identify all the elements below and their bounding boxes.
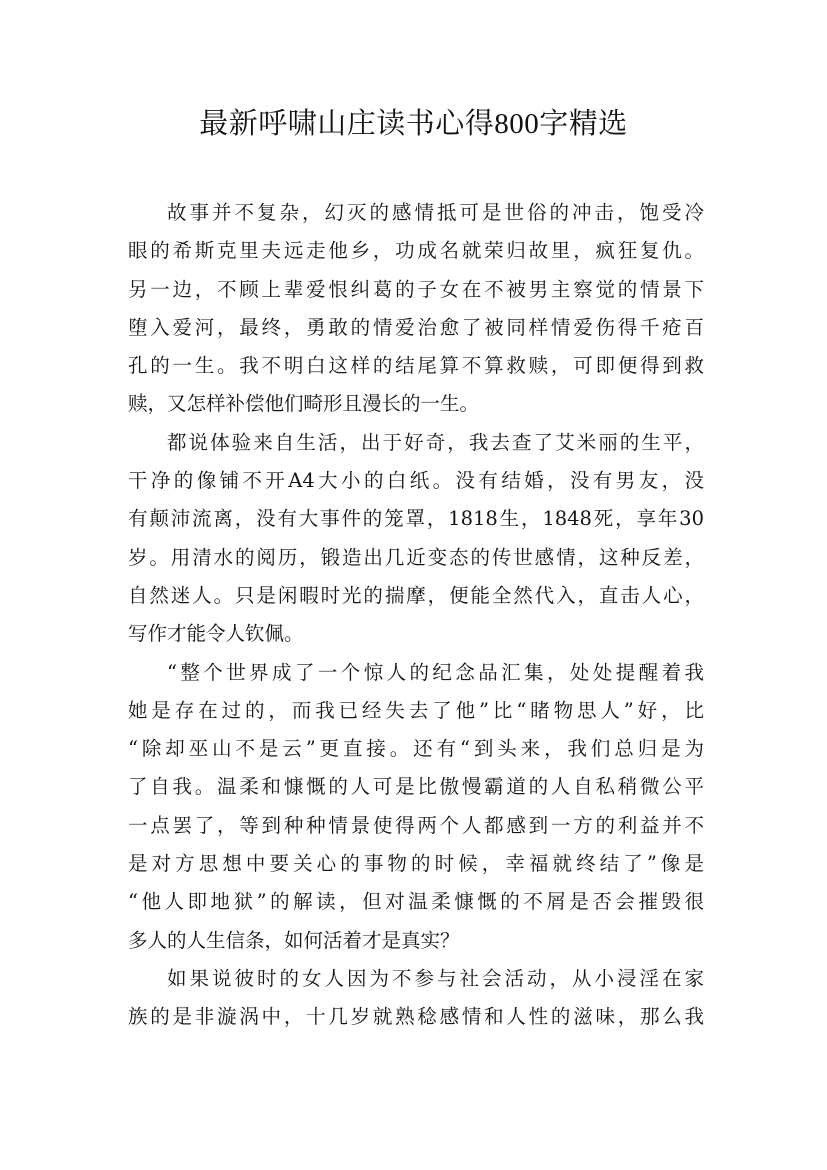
paragraph-line: “整个世界成了一个惊人的纪念品汇集，处处提醒着我 [167,660,704,684]
paragraph-line: 赎，又怎样补偿他们畸形且漫长的一生。 [128,392,480,416]
paragraph-line: 她是存在过的，而我已经失去了他”比“睹物思人”好，比 [128,698,704,722]
paragraph-line: 干净的像铺不开A4大小的白纸。没有结婚，没有男友，没 [128,469,704,493]
paragraph-line: 眼的希斯克里夫远走他乡，功成名就荣归故里，疯狂复仇。 [128,239,704,263]
paragraph-line: 岁。用清水的阅历，锻造出几近变态的传世感情，这种反差， [128,545,704,569]
paragraph-line: 孔的一生。我不明白这样的结尾算不算救赎，可即便得到救 [128,354,704,378]
paragraph-line: 是对方思想中要关心的事物的时候，幸福就终结了”像是 [128,852,704,876]
paragraph-line: 写作才能令人钦佩。 [128,622,304,646]
paragraph-line: 了自我。温柔和慷慨的人可是比傲慢霸道的人自私稍微公平 [128,775,704,799]
paragraph-line: 多人的人生信条，如何活着才是真实？ [128,928,460,952]
document-body [128,194,704,1037]
paragraph-line: “他人即地狱”的解读，但对温柔慷慨的不屑是否会摧毁很 [128,890,704,914]
paragraph-line: 如果说彼时的女人因为不参与社会活动，从小浸淫在家 [167,966,704,990]
paragraph-line: 族的是非漩涡中，十几岁就熟稔感情和人性的滋味，那么我 [128,1005,704,1029]
document-title: 最新呼啸山庄读书心得800字精选 [199,108,628,140]
paragraph-line: 另一边，不顾上辈爱恨纠葛的子女在不被男主察觉的情景下 [128,277,704,301]
paragraph-line: 自然迷人。只是闲暇时光的揣摩，便能全然代入，直击人心， [128,583,704,607]
paragraph-line: 堕入爱河，最终，勇敢的情爱治愈了被同样情爱伤得千疮百 [128,315,704,339]
paragraph-line: 一点罢了，等到种种情景使得两个人都感到一方的利益并不 [128,813,704,837]
paragraph-line: 都说体验来自生活，出于好奇，我去查了艾米丽的生平， [167,430,704,454]
paragraph-line: “除却巫山不是云”更直接。还有“到头来，我们总归是为 [128,737,704,761]
paragraph-line: 有颠沛流离，没有大事件的笼罩，1818生，1848死，享年30 [128,507,704,531]
paragraph-line: 故事并不复杂，幻灭的感情抵可是世俗的冲击，饱受冷 [167,201,704,224]
